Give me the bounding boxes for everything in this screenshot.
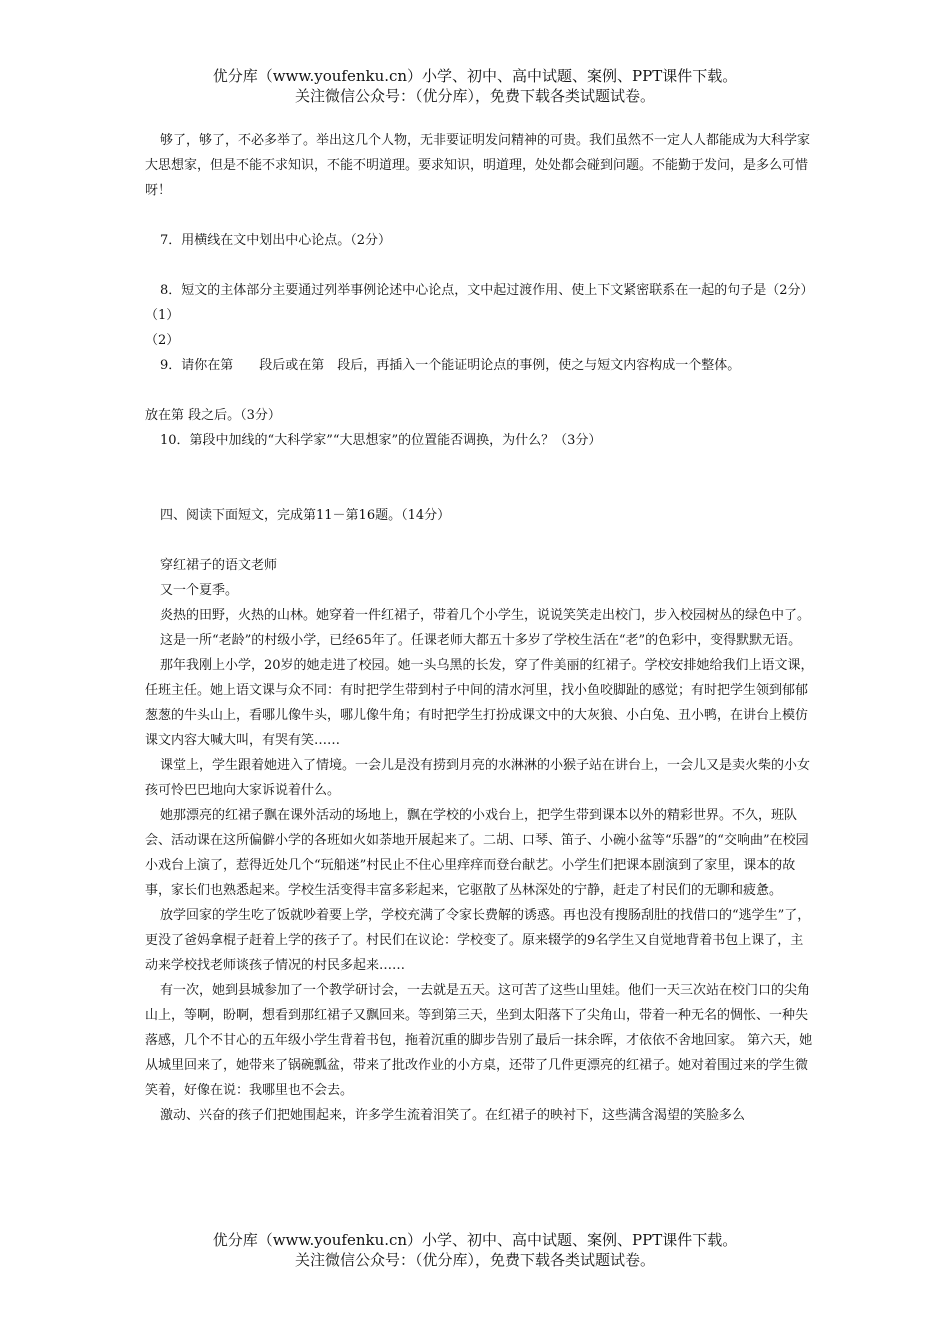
page-footer (0, 1230, 950, 1270)
header-line-2: 关注微信公众号：（优分库），免费下载各类试题试卷。 (294, 87, 655, 105)
question-9-answer: 放在第 段之后。（3分） (145, 408, 281, 423)
question-9: 9．请你在第 段后或在第 段后，再插入一个能证明论点的事例，使之与短文内容构成一个整体。 (160, 358, 741, 373)
header-line-1: 优分库（www.youfenku.cn）小学、初中、高中试题、案例、PPT课件下载。 (212, 67, 738, 85)
question-7: 7．用横线在文中划出中心论点。（2分） (160, 233, 392, 248)
footer-line-2: 关注微信公众号：（优分库），免费下载各类试题试卷。 (294, 1251, 655, 1269)
section-4-heading: 四、阅读下面短文，完成第11－第16题。（14分） (160, 508, 451, 523)
story-paragraph: 那年我刚上小学，20岁的她走进了校园。她一头乌黑的长发，穿了件美丽的红裙子。学校安排她给我们上语文课，任班主任。她上语文课与众不同：有时把学生带到村子中间的清水河里，找小鱼咬脚趾的感觉；有时把学生领到郁郁葱葱的牛头山上，看哪儿像牛头，哪儿像牛角；有时把学生打扮成课文中的大灰狼、小白兔、丑小鸭，在讲台上模仿课文内容大喊大叫，有哭有笑…… (145, 658, 814, 748)
story-paragraph: 放学回家的学生吃了饭就吵着要上学，学校充满了令家长费解的诱惑。再也没有搜肠刮肚的找借口的“逃学生”了，更没了爸妈拿棍子赶着上学的孩子了。村民们在议论：学校变了。原来辍学的9名学生又自觉地背着书包上课了，主动来学校找老师谈孩子情况的村民多起来…… (145, 908, 811, 973)
question-8-answer-2: （2） (145, 333, 180, 348)
story-paragraph: 激动、兴奋的孩子们把她围起来，许多学生流着泪笑了。在红裙子的映衬下，这些满含渴望的笑脸多么 (160, 1108, 746, 1123)
footer-line-1: 优分库（www.youfenku.cn）小学、初中、高中试题、案例、PPT课件下载。 (212, 1231, 738, 1249)
intro-paragraph: 够了，够了，不必多举了。举出这几个人物，无非要证明发问精神的可贵。我们虽然不一定人人都能成为大科学家大思想家，但是不能不求知识，不能不明道理。要求知识，明道理，处处都会碰到问题。不能勤于发问，是多么可惜呀！ (145, 133, 811, 198)
story-paragraph: 有一次，她到县城参加了一个教学研讨会，一去就是五天。这可苦了这些山里娃。他们一天三次站在校门口的尖角山上，等啊，盼啊，想看到那红裙子又飘回来。等到第三天，坐到太阳落下了尖角山，带着一种无名的惆怅、一种失落感，几个不甘心的五年级小学生背着书包，拖着沉重的脚步告别了最后一抹余晖，才依依不舍地回家。 第六天，她从城里回来了，她带来了锅碗瓢盆，带来了批改作业的小方桌，还带了几件更漂亮的红裙子。她对着围过来的学生微笑着，好像在说：我哪里也不会去。 (145, 983, 813, 1098)
question-8-answer-1: （1） (145, 308, 180, 323)
story-paragraph: 又一个夏季。 (160, 583, 239, 598)
story-paragraph: 课堂上，学生跟着她进入了情境。一会儿是没有捞到月亮的水淋淋的小猴子站在讲台上，一会儿又是卖火柴的小女孩可怜巴巴地向大家诉说着什么。 (145, 758, 811, 798)
story-paragraph: 炎热的田野，火热的山林。她穿着一件红裙子，带着几个小学生，说说笑笑走出校门，步入校园树丛的绿色中了。 (160, 608, 811, 623)
story-paragraph: 这是一所“老龄”的村级小学，已经65年了。任课老师大都五十多岁了学校生活在“老”的色彩中，变得默默无语。 (160, 633, 802, 648)
question-8: 8．短文的主体部分主要通过列举事例论述中心论点，文中起过渡作用、使上下文紧密联系在一起的句子是（2分） (160, 283, 814, 298)
story-paragraph: 她那漂亮的红裙子飘在课外活动的场地上，飘在学校的小戏台上，把学生带到课本以外的精彩世界。不久，班队会、活动课在这所偏僻小学的各班如火如荼地开展起来了。二胡、口琴、笛子、小碗小盆等“乐器”的“交响曲”在校园小戏台上演了，惹得近处几个“玩船迷”村民止不住心里痒痒而登台献艺。小学生们把课本剧演到了家里，课本的故事，家长们也熟悉起来。学校生活变得丰富多彩起来，它驱散了丛林深处的宁静，赶走了村民们的无聊和疲惫。 (145, 808, 809, 898)
document-body (145, 128, 815, 1128)
story-title: 穿红裙子的语文老师 (160, 558, 278, 573)
question-10: 10．第段中加线的“大科学家”“大思想家”的位置能否调换，为什么？（3分） (160, 433, 602, 448)
page-header (0, 66, 950, 106)
